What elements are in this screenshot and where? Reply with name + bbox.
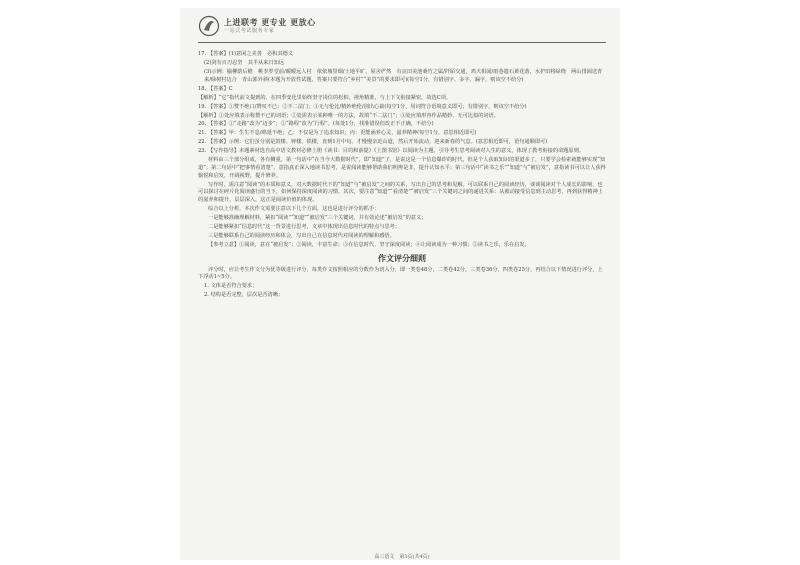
header <box>198 14 606 38</box>
analysis-19: 【解析】①处应填表示称赞不已的词语；②处需表示某种唯一的方法，故填“不二法门”；③处应填形容作品精妙、无可比拟的词语。 <box>198 112 499 119</box>
answer-17-3: (3)示例：榆柳荫后檐 桃李罗堂前/暧暧远人村 依依墟里烟/土地平旷，屋舍俨然 有良田美池桑竹之属/阡陌交通，鸡犬相闻/雨巷遗石黄花落，水护田将绿绕 两山排闼送青来/绿树村边合 青山郭外斜(本题为开放性试题，答案只要符合“乡村”“美景”的要求即可)(每空1分，有错别字、多字、漏字，则该空不给分) <box>204 68 603 83</box>
reference-ideas: 【参考立意】①阅读，意在“被启发”；②阅读，丰富生命；③在信息时代，坚守深度阅读；④让阅读成为一种习惯；⑤读书之乐，乐在启发。 <box>208 241 530 248</box>
section-title: 作文评分细则 <box>378 254 426 264</box>
answer-20: 20. 【答案】①“走路”改为“迈步”；②“路程”改为“行程”。(每处1分，找准错误但改正不正确，不给分) <box>198 121 434 128</box>
answer-17-2: (2)剑有百刃忍坚 其半从来日知远 <box>204 59 284 66</box>
grading-item: 1. 文体是否符合要求； <box>204 283 258 290</box>
header-slogan: 上进联考 更专业 更放心 <box>224 17 316 27</box>
header-text <box>224 18 316 35</box>
answer-body <box>198 51 606 300</box>
brand-logo-icon <box>198 15 220 37</box>
essay-paragraph: 二是能够紧扣“信息时代”这一背景进行思考，文章中体现出信息时代的特点与思考； <box>208 223 401 230</box>
answer-21: 21. 【答案】甲：生生不息/绵延不绝；乙：不仅是为了追求知识；丙：更能涵养心灵、滋养精神(每空1分，意思相近即可) <box>198 130 477 137</box>
essay-paragraph: 一是能够准确理解材料，紧扣“阅读”“知道”“被启发”三个关键词，并有效论述“被启发”的意义； <box>208 214 427 221</box>
page-footer: 高三语文 第3页(共4页) <box>374 554 430 560</box>
grading-intro: 评分时，应让考生作文分为优等级进行评分，每类作文按照相应的分数作为切入分，即一类卷48分，二类卷42分，三类卷36分，四类卷25分，再结合以下情况进行评分，上下浮动1~5分。 <box>198 266 603 281</box>
answer-17: 17. 【答案】(1)意闲之美善 必积其德义 <box>198 51 294 57</box>
analysis-18: 【解析】“它”指代前文提到的、在四季变化里始终坚守岗位的松柏，视角精准，与上下文衔接紧密，故选C项。 <box>198 94 452 101</box>
essay-paragraph: 综合以上分析，本次作文需要注意以下几个方面，这也是进行评分的抓手： <box>208 205 380 212</box>
answer-23: 23. 【写作指导】本题素材选自高中语文教材必修上册《读书：目的和前提》《上图书馆》以阅读为主题，引导考生思考阅读对人生的意义，体现了教考衔接的命题原则。 <box>198 148 584 155</box>
document-page <box>198 14 606 560</box>
essay-paragraph: 三是能够联系自己的阅读经历和体会，写出自己在信息时代对阅读的理解和感悟。 <box>208 232 395 239</box>
answer-19: 19. 【答案】①赞不绝口/赞叹不已；②不二法门；③无与伦比/精妙绝伦/别出心裁(每空1分，用词符合语境意义即可；有错别字，则该空不给分) <box>198 103 527 110</box>
essay-paragraph: 材料由三个部分组成，各有侧重。第一句话中“在当今大数据时代”，即“知道”了，是说这是一个信息爆炸的时代，但是个人获取知识的渠道多了，只要学会检索就能够实现“知道”；第二句话中“把事情看清楚”，意指真正深入地读书思考，是说阅读能够帮助我们明辨是非，提升认知水平；第三句话中“读书之乐”“知道”与“被启发”，意指读书可以让人获得愉悦和启发，开阔视野，提升修养。 <box>198 157 606 179</box>
header-divider <box>198 42 606 43</box>
header-sub-slogan: 一站式考试服务专家 <box>224 27 275 34</box>
answer-18: 18. 【答案】C <box>198 85 233 92</box>
answer-22: 22. 【答案】示例：它们虽分别是鼓楼、钟楼、铁楼，直到1月中旬，才慢慢亲近山道，然后开始流动，迎来新春的气息。(意思相近即可，语句通顺即可) <box>198 139 548 146</box>
essay-paragraph: 写作时，需注意“阅读”的本质和意义，对大数据时代下的“知道”与“被启发”之间的关系，写出自己的思考和见解。可以联系自己的阅读经历，谈谈阅读对个人成长的影响，也可以探讨在碎片化阅读盛行的当下，如何保持深度阅读的习惯。其次，要注意“知道”“看清楚”“被启发”三个关键词之间的递进关系：从被动接受信息到主动思考，再到获得精神上的滋养和提升，层层深入，这正是阅读价值的体现。 <box>198 181 603 203</box>
grading-item: 2. 结构是否完整，层次是否清晰； <box>204 292 284 299</box>
